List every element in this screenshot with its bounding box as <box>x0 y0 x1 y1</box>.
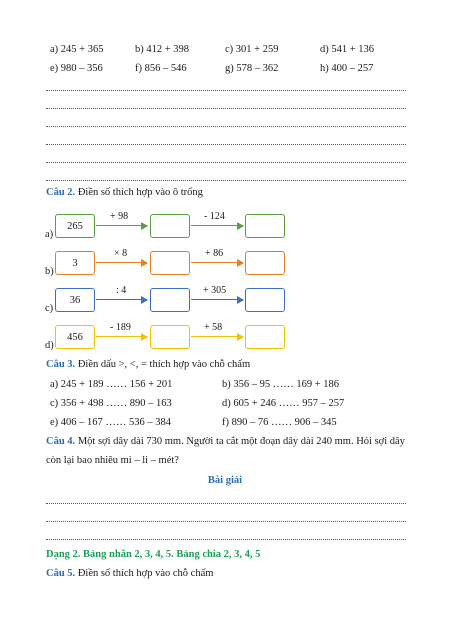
answer-box[interactable] <box>245 288 285 312</box>
answer-box[interactable] <box>150 214 190 238</box>
question-5 <box>46 569 213 580</box>
start-box: 265 <box>55 214 95 238</box>
arrow-right-icon <box>191 225 243 226</box>
answer-line[interactable] <box>46 521 406 522</box>
arrow-right-icon <box>96 299 147 300</box>
answer-box[interactable] <box>150 251 190 275</box>
arrow-right-icon <box>96 336 147 337</box>
question-text: Điền số thích hợp vào ô trống <box>75 187 203 198</box>
answer-box[interactable] <box>245 251 285 275</box>
operation-label: + 86 <box>205 248 224 259</box>
arrow-right-icon <box>191 262 243 263</box>
arrow-right-icon <box>96 225 147 226</box>
start-box: 36 <box>55 288 95 312</box>
operation-label: + 98 <box>110 211 129 222</box>
chain-letter: d) <box>45 340 54 351</box>
exercise-1h: h) 400 – 257 <box>320 63 374 74</box>
section-heading: Dạng 2. Bảng nhân 2, 3, 4, 5. Bảng chia 2, 3, 4, 5 <box>46 549 261 560</box>
answer-box[interactable] <box>245 325 285 349</box>
question-4-line-2: còn lại bao nhiêu mi – li – mét? <box>46 455 179 466</box>
arrow-right-icon <box>96 262 147 263</box>
chain-letter: c) <box>45 303 54 314</box>
answer-box[interactable] <box>150 288 190 312</box>
exercise-1b: b) 412 + 398 <box>135 44 190 55</box>
start-box: 3 <box>55 251 95 275</box>
arrow-right-icon <box>191 336 243 337</box>
compare-item-e[interactable]: e) 406 – 167 …… 536 – 384 <box>50 417 172 428</box>
exercise-1e: e) 980 – 356 <box>50 63 103 74</box>
question-label: Câu 4. <box>46 436 76 447</box>
answer-line[interactable] <box>46 144 406 145</box>
operation-label: × 8 <box>114 248 128 259</box>
chain-letter: a) <box>45 229 54 240</box>
answer-line[interactable] <box>46 539 406 540</box>
operation-label: + 305 <box>203 285 227 296</box>
question-label: Câu 5. <box>46 568 76 579</box>
compare-item-d[interactable]: d) 605 + 246 …… 957 – 257 <box>222 398 345 409</box>
operation-label: - 124 <box>204 211 225 222</box>
compare-item-a[interactable]: a) 245 + 189 …… 156 + 201 <box>50 379 173 390</box>
question-label: Câu 3. <box>46 359 76 370</box>
chain-letter: b) <box>45 266 54 277</box>
solution-title: Bài giải <box>207 475 243 486</box>
answer-line[interactable] <box>46 503 406 504</box>
question-3 <box>46 360 250 371</box>
exercise-1g: g) 578 – 362 <box>225 63 279 74</box>
question-4 <box>46 437 405 448</box>
answer-line[interactable] <box>46 180 406 181</box>
operation-label: + 58 <box>204 322 223 333</box>
question-label: Câu 2. <box>46 187 76 198</box>
start-box: 456 <box>55 325 95 349</box>
exercise-1c: c) 301 + 259 <box>225 44 279 55</box>
answer-line[interactable] <box>46 126 406 127</box>
answer-line[interactable] <box>46 90 406 91</box>
answer-line[interactable] <box>46 108 406 109</box>
question-text: Một sợi dây dài 730 mm. Người ta cắt một đoạn dây dài 240 mm. Hỏi sợi dây <box>75 436 405 447</box>
arrow-right-icon <box>191 299 243 300</box>
question-text: Điền số thích hợp vào chỗ chấm <box>75 568 214 579</box>
answer-line[interactable] <box>46 162 406 163</box>
exercise-1f: f) 856 – 546 <box>135 63 187 74</box>
exercise-1d: d) 541 + 136 <box>320 44 375 55</box>
exercise-1a: a) 245 + 365 <box>50 44 104 55</box>
question-text: Điền dấu >, <, = thích hợp vào chỗ chấm <box>75 359 251 370</box>
question-2 <box>46 188 203 199</box>
operation-label: : 4 <box>116 285 127 296</box>
compare-item-b[interactable]: b) 356 – 95 …… 169 + 186 <box>222 379 340 390</box>
compare-item-f[interactable]: f) 890 – 76 …… 906 – 345 <box>222 417 337 428</box>
answer-box[interactable] <box>150 325 190 349</box>
compare-item-c[interactable]: c) 356 + 498 …… 890 – 163 <box>50 398 172 409</box>
answer-box[interactable] <box>245 214 285 238</box>
operation-label: - 189 <box>110 322 131 333</box>
